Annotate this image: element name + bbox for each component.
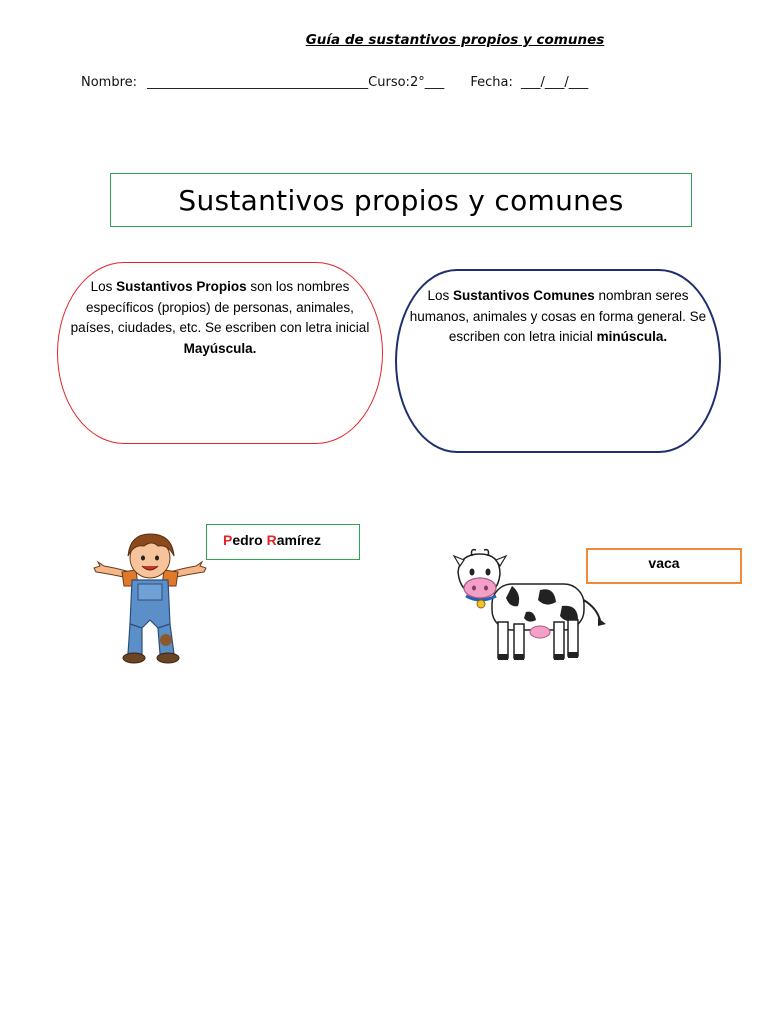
student-info-line	[81, 75, 588, 90]
propios-definition-oval	[57, 262, 383, 444]
common-noun-example: vaca	[648, 555, 680, 571]
comunes-term: Sustantivos Comunes	[452, 288, 595, 303]
propios-emphasis: Mayúscula.	[183, 340, 257, 356]
comunes-emphasis: minúscula.	[596, 329, 668, 344]
first-name-initial: P	[223, 532, 233, 548]
nombre-label: Nombre:	[81, 75, 138, 90]
nombre-blank: __________________________________	[147, 75, 369, 90]
fecha-label: Fecha:	[470, 75, 513, 90]
propios-term: Sustantivos Propios	[116, 279, 247, 294]
boy-illustration-icon	[88, 528, 212, 670]
first-name-rest: edro	[232, 532, 267, 548]
comunes-text-2: nombran seres humanos, animales y cosas en forma general. Se escriben con letra inicial	[409, 288, 707, 344]
main-title-box	[110, 173, 692, 227]
curso-label: Curso:2°___	[368, 75, 445, 90]
last-name-initial: R	[266, 532, 277, 548]
guide-title: Guía de sustantivos propios y comunes	[305, 32, 605, 48]
proper-noun-example-box	[206, 524, 360, 560]
comunes-definition	[397, 286, 719, 348]
comunes-text-1: Los	[427, 288, 453, 303]
propios-text-1: Los	[90, 279, 117, 294]
last-name-rest: amírez	[276, 532, 322, 548]
comunes-definition-oval	[395, 269, 721, 453]
propios-definition	[68, 277, 372, 359]
main-title: Sustantivos propios y comunes	[178, 183, 624, 217]
common-noun-example-box	[586, 548, 742, 584]
propios-text-2: son los nombres específicos (propios) de personas, animales, países, ciudades, etc. Se escriben con letra inicial	[70, 279, 370, 335]
fecha-blank: ___/___/___	[521, 75, 589, 90]
